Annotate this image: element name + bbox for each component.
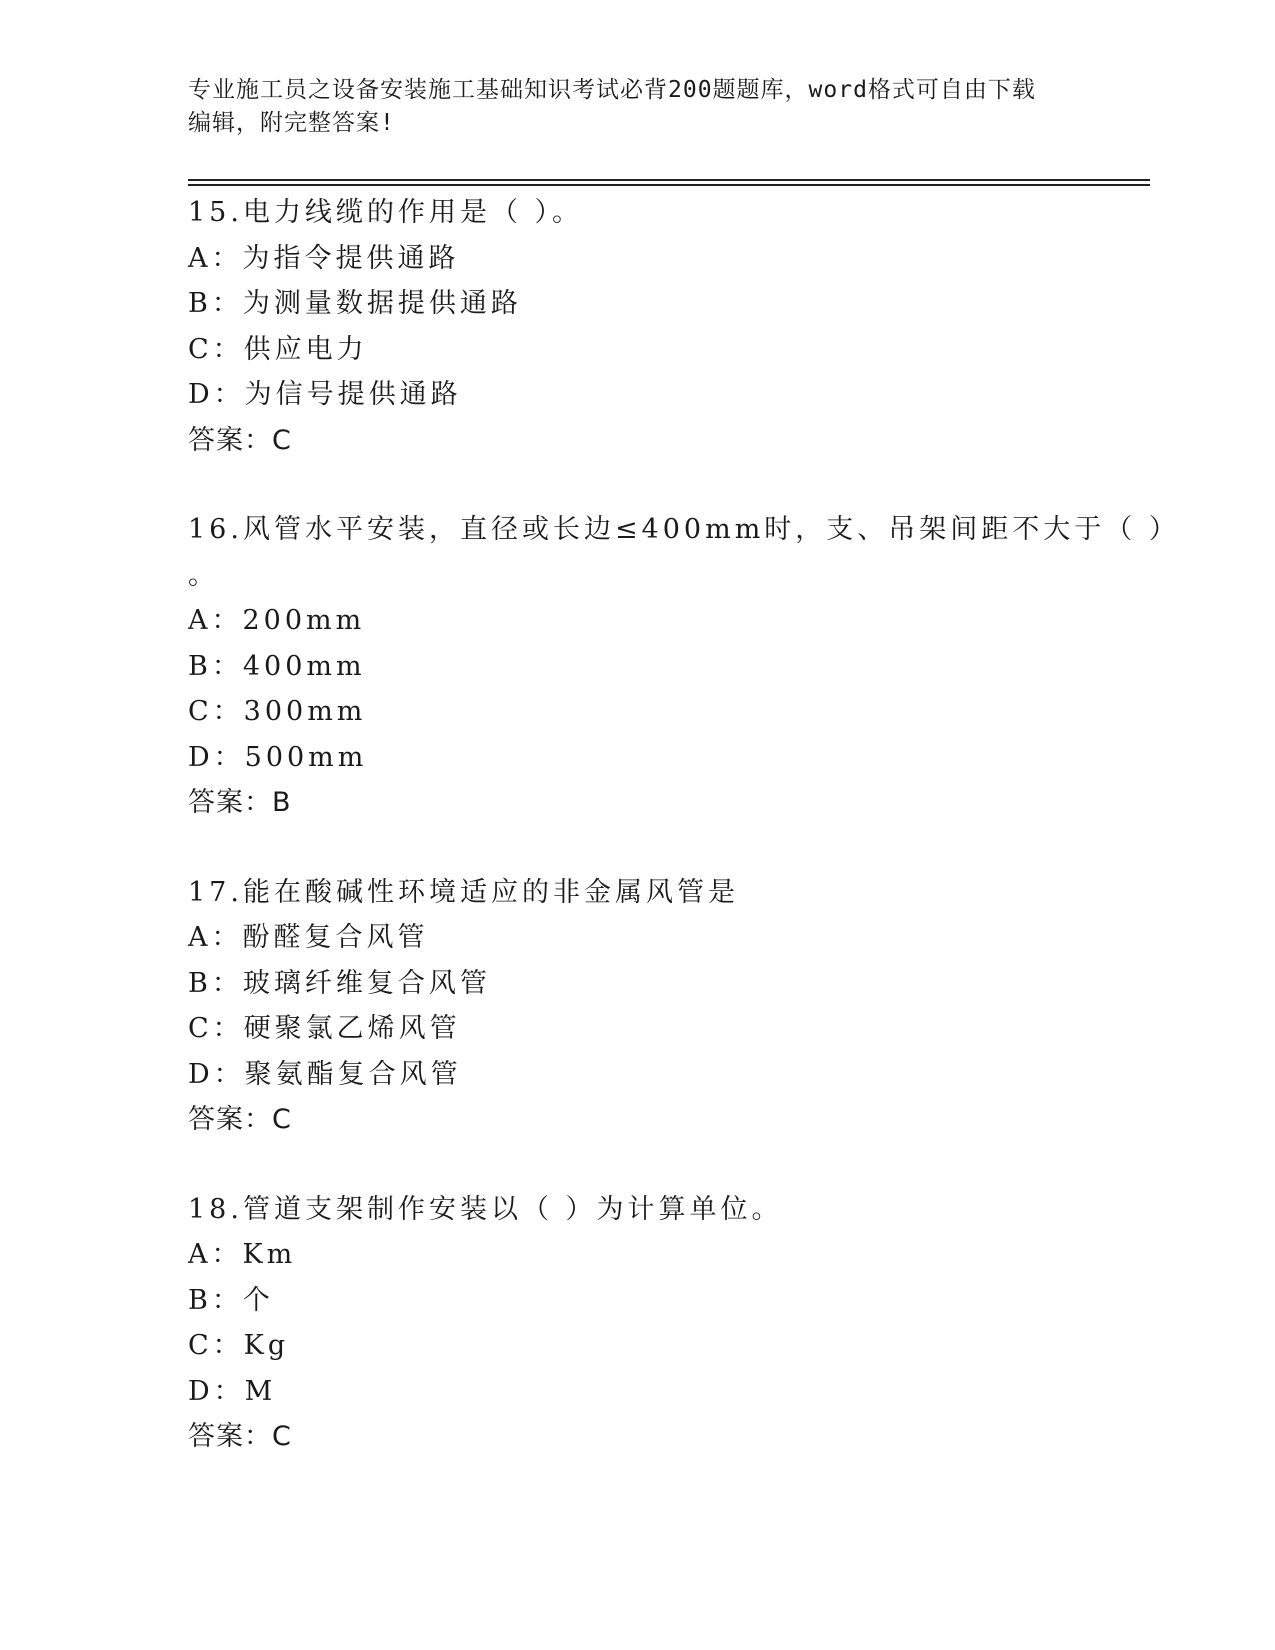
question-15 xyxy=(188,190,1088,463)
answer-label: 答案：B xyxy=(188,787,292,818)
question-stem: 15.电力线缆的作用是（ ）。 xyxy=(188,197,584,228)
answer-label: 答案：C xyxy=(188,1104,292,1135)
option-a: A：Km xyxy=(188,1239,297,1270)
option-c: C：300mm xyxy=(188,696,367,727)
document-header xyxy=(188,74,1088,140)
option-b: B：玻璃纤维复合风管 xyxy=(188,967,491,999)
option-a: A：为指令提供通路 xyxy=(188,242,460,274)
option-b: B：个 xyxy=(188,1284,274,1316)
option-b: B：为测量数据提供通路 xyxy=(188,288,522,319)
answer-label: 答案：C xyxy=(188,424,292,456)
question-stem: 18.管道支架制作安装以（ ）为计算单位。 xyxy=(188,1193,783,1225)
option-a: A：200mm xyxy=(188,605,366,636)
question-16 xyxy=(188,507,1180,826)
divider-bottom xyxy=(188,184,1150,186)
header-line-2: 编辑，附完整答案! xyxy=(188,110,395,136)
option-d: D：聚氨酯复合风管 xyxy=(188,1058,462,1090)
option-a: A：酚醛复合风管 xyxy=(188,922,429,953)
option-c: C：硬聚氯乙烯风管 xyxy=(188,1013,461,1044)
question-list xyxy=(188,190,1180,1504)
answer-label: 答案：C xyxy=(188,1421,292,1452)
option-d: D：M xyxy=(188,1375,277,1407)
question-stem-continued: 。 xyxy=(188,559,219,591)
question-17 xyxy=(188,870,1088,1143)
question-stem: 16.风管水平安装，直径或长边≤400mm时，支、吊架间距不大于（ ） xyxy=(188,514,1180,545)
option-c: C：供应电力 xyxy=(188,333,368,365)
option-b: B：400mm xyxy=(188,650,366,682)
option-d: D：为信号提供通路 xyxy=(188,379,462,410)
header-line-1: 专业施工员之设备安装施工基础知识考试必背200题题库，word格式可自由下载 xyxy=(188,77,1036,103)
question-18 xyxy=(188,1187,1088,1460)
question-stem: 17.能在酸碱性环境适应的非金属风管是 xyxy=(188,876,739,908)
divider-top xyxy=(188,179,1150,181)
option-c: C：Kg xyxy=(188,1330,290,1361)
option-d: D：500mm xyxy=(188,741,368,773)
